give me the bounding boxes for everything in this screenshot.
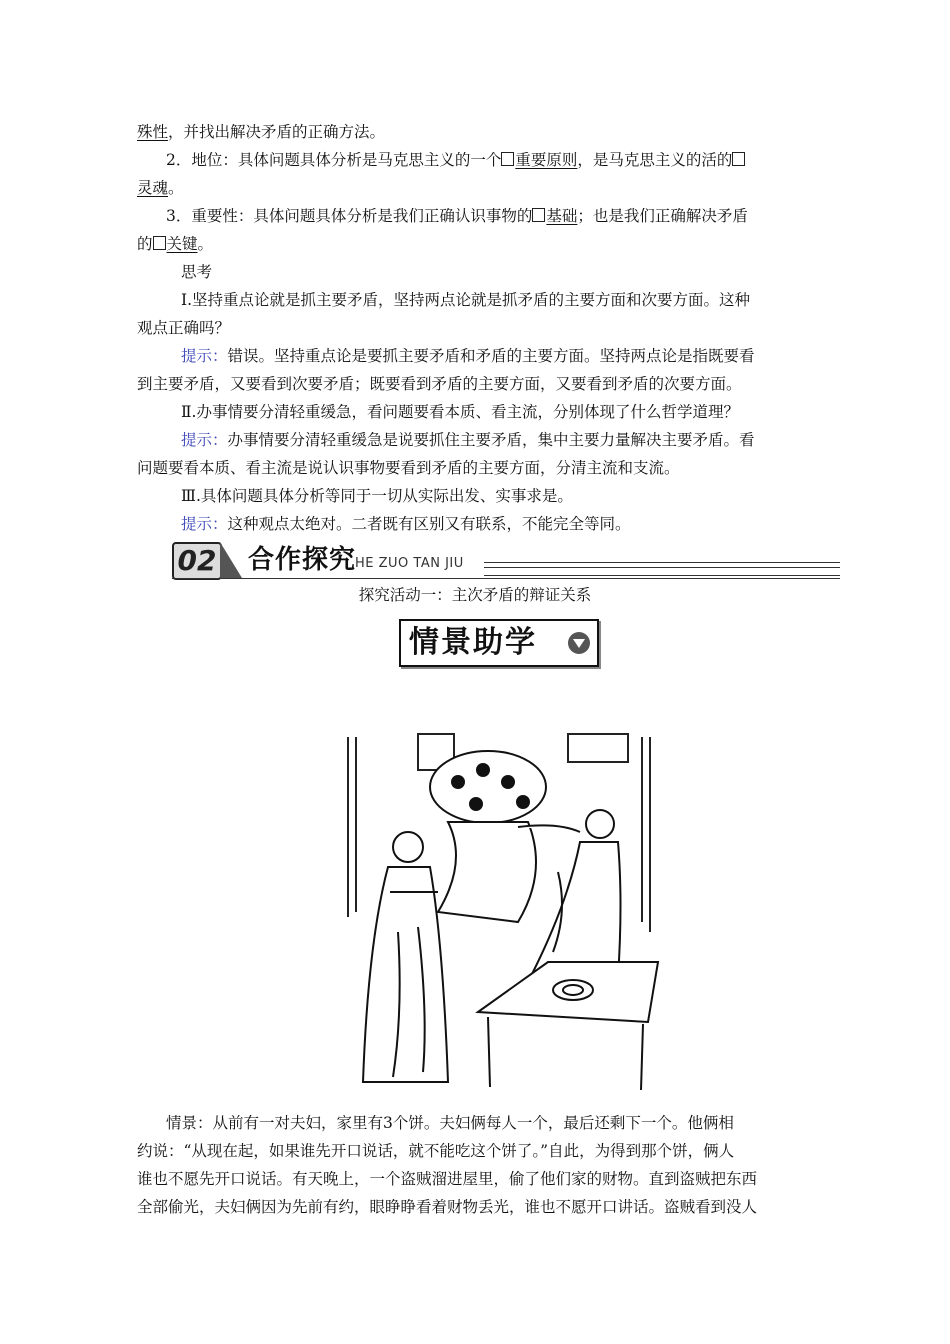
text-run: 。 xyxy=(197,235,214,253)
underlined-answer: 基础 xyxy=(546,207,578,225)
answer-1-cont: 到主要矛盾，又要看到次要矛盾；既要看到矛盾的主要方面，又要看到矛盾的次要方面。 xyxy=(137,375,742,393)
underlined-answer: 殊性 xyxy=(137,123,169,141)
underlined-answer: 灵魂 xyxy=(137,179,169,197)
question-1: Ⅰ.坚持重点论就是抓主要矛盾，坚持两点论就是抓矛盾的主要方面和次要方面。这种 xyxy=(181,291,751,309)
checkbox-icon xyxy=(532,208,545,222)
text-run: 的 xyxy=(137,235,153,253)
text-line xyxy=(166,149,746,171)
banner-rules xyxy=(484,562,840,576)
question-3: Ⅲ.具体问题具体分析等同于一切从实际出发、实事求是。 xyxy=(181,487,573,505)
answer-text: 这种观点太绝对。二者既有区别又有联系，不能完全等同。 xyxy=(227,515,631,533)
text-run: ，并找出解决矛盾的正确方法。 xyxy=(168,123,386,141)
banner-divider xyxy=(172,578,840,579)
story-illustration xyxy=(318,712,676,1102)
answer-2 xyxy=(181,429,755,451)
checkbox-icon xyxy=(153,236,166,250)
story-line: 情景：从前有一对夫妇，家里有3个饼。夫妇俩每人一个，最后还剩下一个。他俩相 xyxy=(166,1114,734,1132)
hint-label: 提示： xyxy=(181,431,228,449)
text-line xyxy=(137,177,184,199)
story-line: 谁也不愿先开口说话。有天晚上，一个盗贼溜进屋里，偷了他们家的财物。直到盗贼把东西 xyxy=(137,1170,758,1188)
hint-label: 提示： xyxy=(181,515,228,533)
text-line xyxy=(137,121,385,143)
think-heading: 思考 xyxy=(181,263,213,281)
down-triangle-icon xyxy=(567,631,591,655)
story-line: 全部偷光，夫妇俩因为先前有约，眼睁睁看着财物丢光，谁也不愿开口讲话。盗贼看到没人 xyxy=(137,1198,758,1216)
text-line xyxy=(137,233,213,255)
section-title: 合作探究 xyxy=(248,545,357,575)
story-line: 约说：“从现在起，如果谁先开口说话，就不能吃这个饼了。”自此，为得到那个饼，俩人 xyxy=(137,1142,735,1160)
text-run: 2．地位：具体问题具体分析是马克思主义的一个 xyxy=(166,151,502,169)
hint-label: 提示： xyxy=(181,347,228,365)
scene-label-box xyxy=(399,619,599,667)
answer-2-cont: 问题要看本质、看主流是说认识事物要看到矛盾的主要方面，分清主流和支流。 xyxy=(137,459,680,477)
answer-1 xyxy=(181,345,755,367)
text-line xyxy=(166,205,748,227)
underlined-answer: 重要原则 xyxy=(515,151,578,169)
checkbox-icon xyxy=(501,152,514,166)
text-run: ；也是我们正确解决矛盾 xyxy=(577,207,748,225)
question-2: Ⅱ.办事情要分清轻重缓急，看问题要看本质、看主流，分别体现了什么哲学道理？ xyxy=(181,403,739,421)
scene-label: 情景助学 xyxy=(409,625,537,660)
activity-title: 探究活动一：主次矛盾的辩证关系 xyxy=(358,586,592,604)
section-banner xyxy=(172,540,840,580)
answer-text: 办事情要分清轻重缓急是说要抓住主要矛盾，集中主要力量解决主要矛盾。看 xyxy=(227,431,755,449)
question-1-cont: 观点正确吗？ xyxy=(137,319,231,337)
banner-arrow-icon xyxy=(220,542,242,578)
text-run: 。 xyxy=(168,179,184,197)
text-run: ，是马克思主义的活的 xyxy=(577,151,733,169)
section-number: 02 xyxy=(172,542,222,580)
text-run: 3．重要性：具体问题具体分析是我们正确认识事物的 xyxy=(166,207,533,225)
section-subtitle: HE ZUO TAN JIU xyxy=(355,556,464,571)
checkbox-icon xyxy=(732,152,745,166)
answer-text: 错误。坚持重点论是要抓主要矛盾和矛盾的主要方面。坚持两点论是指既要看 xyxy=(227,347,755,365)
answer-3 xyxy=(181,513,631,535)
underlined-answer: 关键 xyxy=(166,235,198,253)
